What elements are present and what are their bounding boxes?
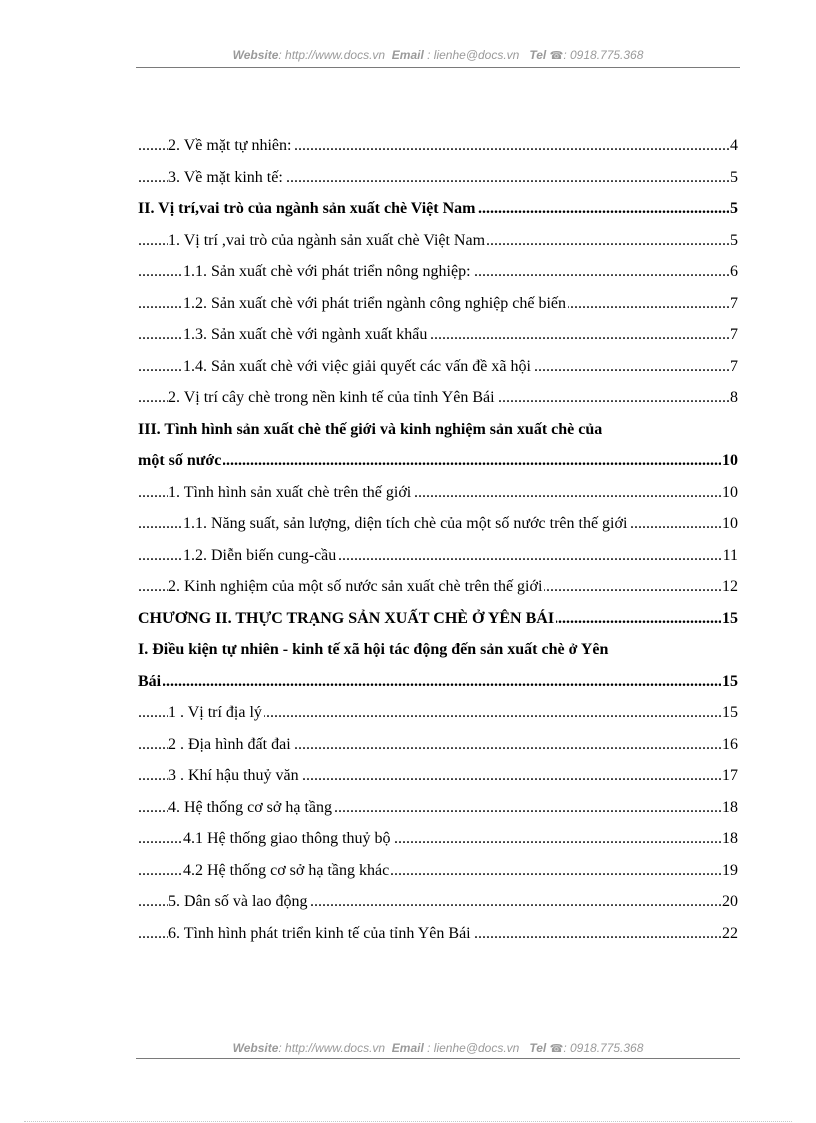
toc-entry-page: 16 <box>721 729 738 761</box>
toc-entry <box>138 697 738 729</box>
toc-entry <box>138 666 738 698</box>
toc-entry-title: I. Điều kiện tự nhiên - kinh tế xã hội tác động đến sản xuất chè ở Yên <box>138 641 609 658</box>
toc-entry-page: 10 <box>721 508 738 540</box>
toc-entry-title: 1.2. Diễn biến cung-cầu <box>183 546 337 564</box>
toc-entry-page: 15 <box>721 666 738 698</box>
toc-entry-title: một số nước <box>138 452 222 469</box>
toc-entry-title: 2. Vị trí cây chè trong nền kinh tế của tỉnh Yên Bái <box>168 389 495 406</box>
toc-entry-page: 7 <box>729 288 738 320</box>
phone-icon: ☎ <box>549 1043 564 1055</box>
footer-email-value: : lienhe@docs.vn <box>427 1041 520 1055</box>
toc-entry <box>138 729 738 761</box>
toc-entry-page: 19 <box>721 855 738 887</box>
toc-entry-page: 11 <box>722 540 738 572</box>
toc-entry <box>138 382 738 414</box>
toc-entry-title: 5. Dân số và lao động <box>168 893 308 910</box>
toc-entry-page: 18 <box>721 792 738 824</box>
footer-website-value: : http://www.docs.vn <box>278 1041 386 1055</box>
toc-entry <box>138 792 738 824</box>
footer-tel-label: Tel <box>529 1041 547 1055</box>
toc-entry <box>138 540 738 572</box>
toc-entry <box>138 477 738 509</box>
table-of-contents <box>138 130 738 949</box>
toc-entry-title: 6. Tình hình phát triển kinh tế của tỉnh Yên Bái <box>168 924 471 942</box>
toc-entry-title: 1.2. Sản xuất chè với phát triển ngành công nghiệp chế biến <box>183 294 567 312</box>
toc-entry-page: 10 <box>721 445 738 477</box>
footer-website-label: Website <box>232 1041 279 1055</box>
toc-entry-page: 18 <box>721 823 738 855</box>
page-edge-rule <box>24 1121 792 1122</box>
toc-entry <box>138 162 738 194</box>
header-tel-label: Tel <box>529 48 547 62</box>
toc-entry-page: 5 <box>729 225 738 257</box>
toc-entry-title: II. Vị trí,vai trò của ngành sản xuất chè Việt Nam <box>138 200 476 217</box>
toc-entry-title: 1.3. Sản xuất chè với ngành xuất khẩu <box>183 326 428 343</box>
header-email-value: : lienhe@docs.vn <box>427 48 520 62</box>
toc-entry <box>138 508 738 540</box>
toc-entry-title: 1. Tình hình sản xuất chè trên thế giới <box>168 483 412 501</box>
toc-entry <box>138 445 738 477</box>
toc-entry-title: Bái <box>138 672 162 690</box>
toc-entry-page: 7 <box>729 319 738 351</box>
toc-entry-title: 1. Vị trí ,vai trò của ngành sản xuất chè Việt Nam <box>168 231 486 249</box>
header-website-label: Website <box>232 48 279 62</box>
footer-email-label: Email <box>391 1041 424 1055</box>
header-website-value: : http://www.docs.vn <box>278 48 386 62</box>
toc-entry-title: 2. Kinh nghiệm của một số nước sản xuất chè trên thế giới <box>168 578 543 595</box>
toc-entry-page: 17 <box>721 760 738 792</box>
toc-entry-title: 1.4. Sản xuất chè với việc giải quyết các vấn đề xã hội <box>183 357 531 375</box>
toc-entry-title: 1.1. Năng suất, sản lượng, diện tích chè của một số nước trên thế giới <box>183 515 628 532</box>
toc-entry-title: 4.1 Hệ thống giao thông thuỷ bộ <box>183 830 391 847</box>
toc-entry-title: CHƯƠNG II. THỰC TRẠNG SẢN XUẤT CHÈ Ở YÊN BÁI <box>138 609 555 627</box>
toc-entry-page: 22 <box>721 918 738 950</box>
toc-entry-title: III. Tình hình sản xuất chè thế giới và kinh nghiệm sản xuất chè của <box>138 420 603 438</box>
toc-entry-page: 15 <box>721 697 738 729</box>
toc-entry <box>138 603 738 635</box>
toc-entry-page: 20 <box>721 886 738 918</box>
toc-entry <box>138 414 738 446</box>
page-header <box>136 48 740 62</box>
toc-entry-page: 8 <box>729 382 738 414</box>
toc-entry-title: 3. Về mặt kinh tế: <box>168 168 283 186</box>
toc-entry-page: 5 <box>729 193 738 225</box>
dot-leader <box>138 666 738 698</box>
toc-entry <box>138 760 738 792</box>
toc-entry <box>138 288 738 320</box>
footer-rule <box>136 1058 740 1059</box>
toc-entry <box>138 319 738 351</box>
toc-entry-page: 5 <box>729 162 738 194</box>
page-footer <box>136 1041 740 1055</box>
toc-entry <box>138 256 738 288</box>
toc-entry-page: 7 <box>729 351 738 383</box>
toc-entry-title: 3 . Khí hậu thuỷ văn <box>168 767 299 784</box>
toc-entry <box>138 193 738 225</box>
toc-entry-title: 4. Hệ thống cơ sở hạ tầng <box>168 798 332 816</box>
header-rule <box>136 67 740 68</box>
toc-entry <box>138 918 738 950</box>
phone-icon: ☎ <box>549 50 564 62</box>
toc-entry <box>138 351 738 383</box>
toc-entry <box>138 855 738 887</box>
footer-tel-value: : 0918.775.368 <box>563 1041 644 1055</box>
toc-entry-title: 2 . Địa hình đất đai <box>168 735 291 753</box>
toc-entry <box>138 225 738 257</box>
toc-entry <box>138 130 738 162</box>
dot-leader <box>138 445 738 477</box>
header-tel-value: : 0918.775.368 <box>563 48 644 62</box>
toc-entry-title: 1 . Vị trí địa lý <box>168 704 262 721</box>
toc-entry-title: 4.2 Hệ thống cơ sở hạ tầng khác <box>183 861 390 879</box>
toc-entry-page: 6 <box>729 256 738 288</box>
toc-entry-page: 4 <box>729 130 738 162</box>
toc-entry-title: 2. Về mặt tự nhiên: <box>168 137 292 154</box>
toc-entry <box>138 571 738 603</box>
toc-entry <box>138 823 738 855</box>
toc-entry-page: 12 <box>721 571 738 603</box>
toc-entry-title: 1.1. Sản xuất chè với phát triển nông nghiệp: <box>183 263 471 280</box>
toc-entry <box>138 634 738 666</box>
toc-entry-page: 10 <box>721 477 738 509</box>
toc-entry <box>138 886 738 918</box>
header-email-label: Email <box>391 48 424 62</box>
toc-entry-page: 15 <box>721 603 738 635</box>
